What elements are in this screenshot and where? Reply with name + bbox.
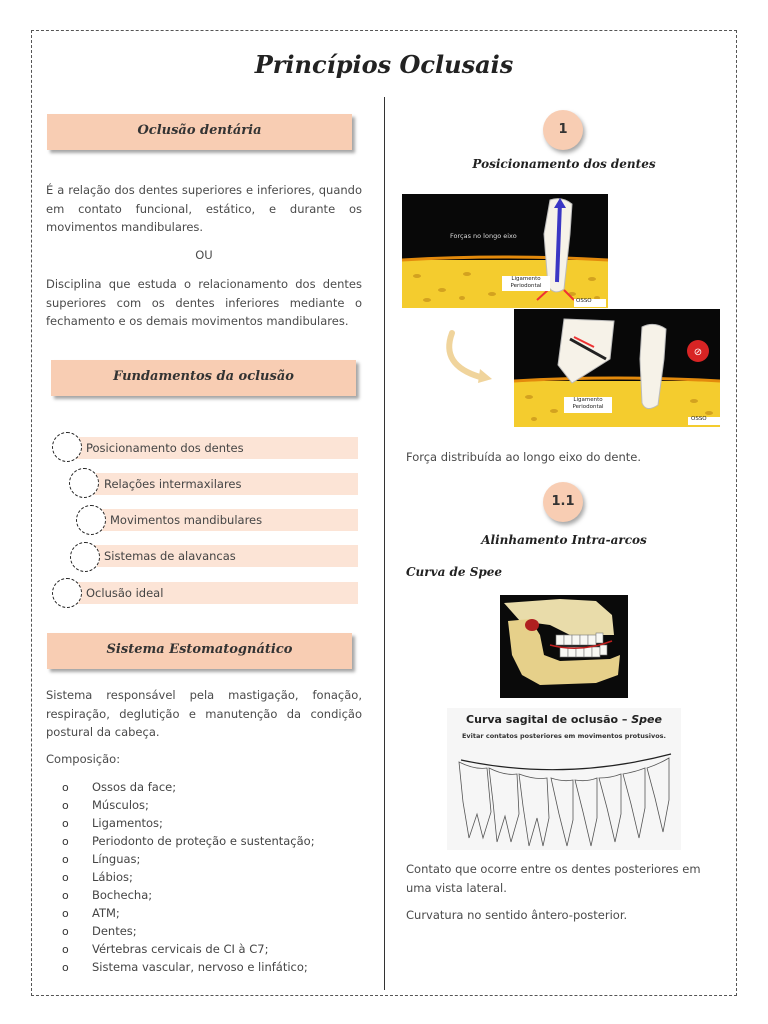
list-item-label: Bochecha; bbox=[92, 888, 153, 902]
bullet: o bbox=[62, 835, 69, 848]
curva-sagital-title-em: Spee bbox=[631, 713, 662, 726]
list-item bbox=[62, 958, 315, 976]
section-heading-posicionamento: Posicionamento dos dentes bbox=[472, 157, 656, 171]
osso-label: OSSO bbox=[691, 416, 707, 422]
list-item-label: Ligamentos; bbox=[92, 816, 163, 830]
svg-text:⊘: ⊘ bbox=[693, 347, 703, 358]
fundamentos-item-label: Posicionamento dos dentes bbox=[86, 441, 244, 455]
bullet: o bbox=[62, 853, 69, 866]
ligamento-label: Ligamento Periodontal bbox=[572, 397, 604, 410]
curva-de-spee-heading: Curva de Spee bbox=[406, 565, 503, 579]
list-item-label: Periodonto de proteção e sustentação; bbox=[92, 834, 315, 848]
oclusao-definition-2: Disciplina que estuda o relacionamento dos dentes superiores com os dentes inferiores mediante o fechamento e os demais movimentos mandibulares. bbox=[46, 277, 362, 328]
list-item bbox=[62, 868, 315, 886]
bullet: o bbox=[62, 817, 69, 830]
tooth-force-illustration bbox=[402, 194, 608, 308]
curva-definition-2: Curvatura no sentido ântero-posterior. bbox=[406, 908, 628, 922]
bullet: o bbox=[62, 781, 69, 794]
list-item bbox=[62, 796, 315, 814]
osso-label: OSSO bbox=[576, 298, 592, 304]
fundamentos-heading: Fundamentos da oclusão bbox=[51, 360, 356, 396]
curva-definition-1: Contato que ocorre entre os dentes posteriores em uma vista lateral. bbox=[406, 862, 701, 895]
fundamentos-item-label: Sistemas de alavancas bbox=[104, 549, 236, 563]
oclusao-definition-1: É a relação dos dentes superiores e inferiores, quando em contato funcional, estático, e durante os movimentos mandibulares. bbox=[46, 183, 362, 234]
jaw-figure bbox=[500, 595, 628, 698]
composicao-label: Composição: bbox=[46, 752, 121, 766]
curved-arrow-icon bbox=[440, 325, 500, 385]
dashed-circle-icon bbox=[52, 432, 82, 462]
bullet: o bbox=[62, 871, 69, 884]
composicao-list bbox=[62, 778, 315, 976]
forca-caption: Força distribuída ao longo eixo do dente. bbox=[406, 450, 642, 464]
sistema-heading: Sistema Estomatognático bbox=[47, 633, 352, 669]
bullet: o bbox=[62, 889, 69, 902]
bullet: o bbox=[62, 799, 69, 812]
fundamentos-item bbox=[94, 545, 358, 567]
bullet: o bbox=[62, 925, 69, 938]
list-item bbox=[62, 850, 315, 868]
list-item bbox=[62, 940, 315, 958]
list-item-label: Músculos; bbox=[92, 798, 149, 812]
fundamentos-item bbox=[76, 582, 358, 604]
curva-sagital-subtitle: Evitar contatos posteriores em movimentos protusivos. bbox=[461, 732, 667, 740]
list-item-label: Línguas; bbox=[92, 852, 141, 866]
bullet: o bbox=[62, 907, 69, 920]
page-title: Princípios Oclusais bbox=[254, 50, 514, 79]
list-item-label: Sistema vascular, nervoso e linfático; bbox=[92, 960, 308, 974]
fundamentos-item-label: Relações intermaxilares bbox=[104, 477, 242, 491]
fundamentos-item bbox=[76, 437, 358, 459]
bullet: o bbox=[62, 943, 69, 956]
dashed-circle-icon bbox=[76, 505, 106, 535]
ligamento-label: Ligamento Periodontal bbox=[510, 276, 542, 289]
curva-sagital-figure bbox=[447, 708, 681, 850]
list-item-label: Dentes; bbox=[92, 924, 137, 938]
list-item-label: Vértebras cervicais de CI à C7; bbox=[92, 942, 269, 956]
section-number-1: 1 bbox=[543, 110, 583, 150]
occlusion-illustration bbox=[514, 309, 720, 427]
occlusion-figure bbox=[514, 309, 720, 427]
fundamentos-item bbox=[94, 473, 358, 495]
list-item-label: ATM; bbox=[92, 906, 120, 920]
section-heading-alinhamento: Alinhamento Intra-arcos bbox=[481, 533, 647, 547]
forcas-label: Forças no longo eixo bbox=[450, 232, 517, 240]
dashed-circle-icon bbox=[70, 542, 100, 572]
list-item bbox=[62, 814, 315, 832]
bullet: o bbox=[62, 961, 69, 974]
list-item-label: Lábios; bbox=[92, 870, 133, 884]
section-number-1-1: 1.1 bbox=[543, 482, 583, 522]
list-item bbox=[62, 904, 315, 922]
oclusao-heading: Oclusão dentária bbox=[47, 114, 352, 150]
curva-sagital-title-main: Curva sagital de oclusão – bbox=[466, 713, 632, 726]
list-item bbox=[62, 922, 315, 940]
tooth-force-figure bbox=[402, 194, 608, 308]
fundamentos-item-label: Movimentos mandibulares bbox=[110, 513, 263, 527]
dashed-circle-icon bbox=[69, 468, 99, 498]
teeth-curve-illustration bbox=[447, 742, 681, 852]
list-item bbox=[62, 778, 315, 796]
oclusao-or: OU bbox=[195, 248, 213, 262]
list-item-label: Ossos da face; bbox=[92, 780, 177, 794]
jaw-illustration bbox=[500, 595, 628, 698]
fundamentos-item-label: Oclusão ideal bbox=[86, 586, 164, 600]
fundamentos-item bbox=[100, 509, 358, 531]
column-divider bbox=[384, 97, 385, 990]
list-item bbox=[62, 832, 315, 850]
list-item bbox=[62, 886, 315, 904]
dashed-circle-icon bbox=[52, 578, 82, 608]
curva-sagital-title bbox=[447, 713, 681, 726]
sistema-definition: Sistema responsável pela mastigação, fonação, respiração, deglutição e manutenção da condição postural da cabeça. bbox=[46, 688, 362, 739]
